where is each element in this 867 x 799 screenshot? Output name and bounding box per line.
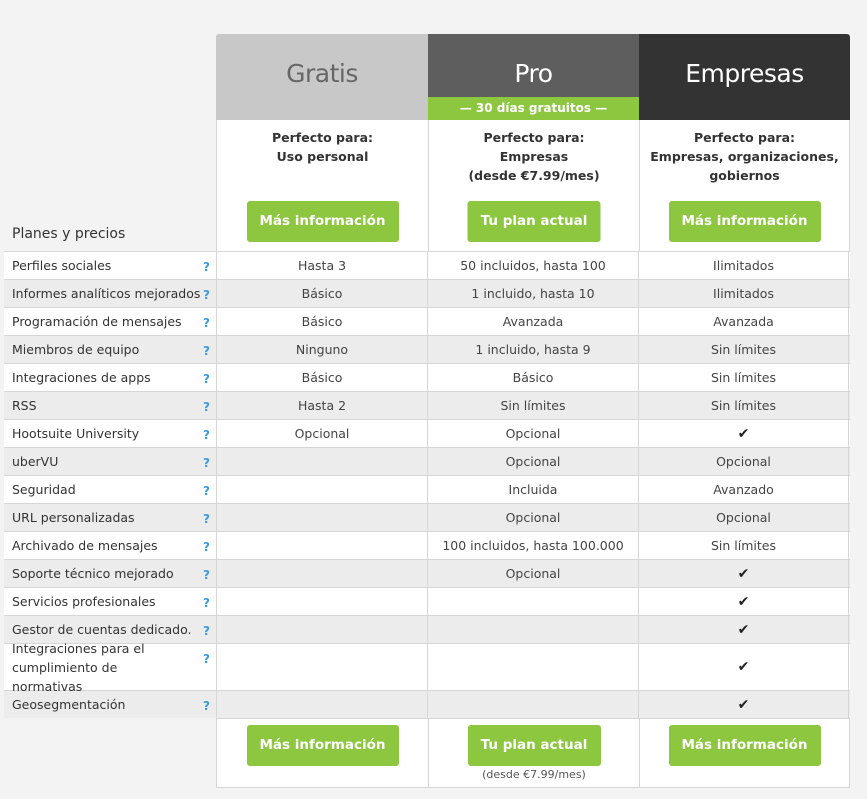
plan-description: Uso personal <box>276 149 369 164</box>
feature-value: Hasta 3 <box>216 252 427 279</box>
check-icon: ✔ <box>638 560 849 587</box>
feature-value <box>216 560 427 587</box>
table-row <box>4 419 850 447</box>
feature-label-cell <box>4 280 216 307</box>
feature-label: Seguridad <box>12 482 76 497</box>
feature-value: Avanzada <box>427 308 638 335</box>
feature-value: Sin límites <box>638 392 849 419</box>
feature-value: Incluida <box>427 476 638 503</box>
check-icon: ✔ <box>638 588 849 615</box>
help-icon[interactable]: ? <box>203 540 210 554</box>
feature-label-cell <box>4 476 216 503</box>
plan-header-empresas: Empresas <box>639 34 850 120</box>
feature-value <box>216 448 427 475</box>
help-icon[interactable]: ? <box>203 260 210 274</box>
table-row <box>4 447 850 475</box>
check-icon: ✔ <box>638 616 849 643</box>
table-row <box>4 279 850 307</box>
feature-value: Hasta 2 <box>216 392 427 419</box>
table-row <box>4 531 850 559</box>
feature-value <box>427 644 638 690</box>
feature-value: Sin límites <box>427 392 638 419</box>
feature-value <box>216 504 427 531</box>
feature-label: Integraciones de apps <box>12 370 151 385</box>
feature-label: Programación de mensajes <box>12 314 182 329</box>
feature-value <box>427 691 638 718</box>
feature-table <box>4 251 850 718</box>
help-icon[interactable]: ? <box>203 316 210 330</box>
plan-intro-gratis <box>216 120 428 251</box>
more-info-button-gratis-footer[interactable]: Más información <box>247 725 399 766</box>
feature-label: URL personalizadas <box>12 510 135 525</box>
feature-value: Sin límites <box>638 336 849 363</box>
check-icon: ✔ <box>638 644 849 690</box>
feature-value: Opcional <box>427 448 638 475</box>
footer-empresas <box>639 718 850 788</box>
help-icon[interactable]: ? <box>203 428 210 442</box>
feature-value: Básico <box>216 280 427 307</box>
feature-label-cell <box>4 336 216 363</box>
help-icon[interactable]: ? <box>203 568 210 582</box>
footer-pro <box>428 718 639 788</box>
table-row <box>4 690 850 718</box>
feature-value: Ninguno <box>216 336 427 363</box>
feature-label: Gestor de cuentas dedicado. <box>12 622 192 637</box>
plan-price: (desde €7.99/mes) <box>468 168 600 183</box>
feature-value: Opcional <box>638 448 849 475</box>
table-row <box>4 503 850 531</box>
table-row <box>4 640 850 694</box>
feature-label-cell <box>4 504 216 531</box>
feature-label-cell <box>4 392 216 419</box>
help-icon[interactable]: ? <box>203 512 210 526</box>
feature-value: 1 incluido, hasta 10 <box>427 280 638 307</box>
feature-label: uberVU <box>12 454 59 469</box>
feature-label-cell <box>4 640 216 694</box>
feature-value: Opcional <box>216 420 427 447</box>
feature-label: Hootsuite University <box>12 426 140 441</box>
plan-header-gratis: Gratis <box>216 34 428 120</box>
more-info-button-gratis[interactable]: Más información <box>247 201 399 242</box>
help-icon[interactable]: ? <box>203 699 210 713</box>
table-row <box>4 335 850 363</box>
table-row <box>4 475 850 503</box>
feature-value: 50 incluidos, hasta 100 <box>427 252 638 279</box>
table-row <box>4 559 850 587</box>
feature-value: Ilimitados <box>638 280 849 307</box>
feature-value: Ilimitados <box>638 252 849 279</box>
feature-label: Archivado de mensajes <box>12 538 158 553</box>
help-icon[interactable]: ? <box>203 484 210 498</box>
price-note: (desde €7.99/mes) <box>482 768 586 781</box>
perfect-for-label: Perfecto para: <box>483 130 585 145</box>
feature-label-cell <box>4 308 216 335</box>
feature-label: RSS <box>12 398 37 413</box>
plan-header-pro: Pro <box>428 34 639 120</box>
feature-value: Opcional <box>638 504 849 531</box>
feature-label-cell <box>4 532 216 559</box>
feature-value <box>216 532 427 559</box>
more-info-button-empresas-footer[interactable]: Más información <box>669 725 821 766</box>
perfect-for-label: Perfecto para: <box>693 130 796 145</box>
more-info-button-empresas[interactable]: Más información <box>669 201 821 242</box>
feature-value: Básico <box>216 364 427 391</box>
feature-value: Opcional <box>427 560 638 587</box>
table-row <box>4 391 850 419</box>
feature-label-cell <box>4 560 216 587</box>
feature-value: Sin límites <box>638 364 849 391</box>
check-icon: ✔ <box>638 691 849 718</box>
check-icon: ✔ <box>638 420 849 447</box>
plan-intro-pro <box>428 120 639 251</box>
trial-badge: — 30 días gratuitos — <box>428 97 639 120</box>
feature-value: Opcional <box>427 504 638 531</box>
help-icon[interactable]: ? <box>203 456 210 470</box>
feature-label-cell <box>4 691 216 718</box>
feature-label-cell <box>4 448 216 475</box>
feature-value <box>216 588 427 615</box>
feature-value <box>427 588 638 615</box>
help-icon[interactable]: ? <box>203 652 210 666</box>
plan-description-2: gobiernos <box>709 168 780 183</box>
help-icon[interactable]: ? <box>203 624 210 638</box>
feature-value <box>216 691 427 718</box>
feature-label-cell <box>4 588 216 615</box>
feature-label-cell <box>4 420 216 447</box>
feature-value <box>216 476 427 503</box>
feature-value <box>216 616 427 643</box>
feature-value: Básico <box>427 364 638 391</box>
table-row <box>4 587 850 615</box>
feature-value: Sin límites <box>638 532 849 559</box>
feature-label: Informes analíticos mejorados <box>12 286 201 301</box>
feature-label: Geosegmentación <box>12 697 126 712</box>
feature-value: 100 incluidos, hasta 100.000 <box>427 532 638 559</box>
feature-value: Opcional <box>427 420 638 447</box>
help-icon[interactable]: ? <box>203 344 210 358</box>
table-row <box>4 363 850 391</box>
feature-value: Básico <box>216 308 427 335</box>
feature-label-cell <box>4 252 216 279</box>
current-plan-button-pro-footer[interactable]: Tu plan actual <box>468 725 601 766</box>
section-title: Planes y precios <box>12 226 126 242</box>
feature-label-cell <box>4 364 216 391</box>
plan-intro-empresas <box>639 120 850 251</box>
help-icon[interactable]: ? <box>203 288 210 302</box>
feature-value: Avanzado <box>638 476 849 503</box>
current-plan-button-pro[interactable]: Tu plan actual <box>468 201 601 242</box>
feature-value: Avanzada <box>638 308 849 335</box>
feature-value <box>216 644 427 690</box>
footer-gratis <box>216 718 428 788</box>
plan-description: Empresas, organizaciones, <box>650 149 839 164</box>
feature-label: Perfiles sociales <box>12 258 112 273</box>
table-row <box>4 251 850 279</box>
perfect-for-label: Perfecto para: <box>271 130 374 145</box>
help-icon[interactable]: ? <box>203 372 210 386</box>
feature-value: 1 incluido, hasta 9 <box>427 336 638 363</box>
feature-label: Integraciones para el cumplimiento de normativas <box>12 640 145 694</box>
feature-value <box>427 616 638 643</box>
feature-label: Miembros de equipo <box>12 342 140 357</box>
help-icon[interactable]: ? <box>203 400 210 414</box>
plan-description: Empresas <box>499 149 569 164</box>
feature-label: Servicios profesionales <box>12 594 156 609</box>
feature-label: Soporte técnico mejorado <box>12 566 174 581</box>
help-icon[interactable]: ? <box>203 596 210 610</box>
table-row <box>4 307 850 335</box>
